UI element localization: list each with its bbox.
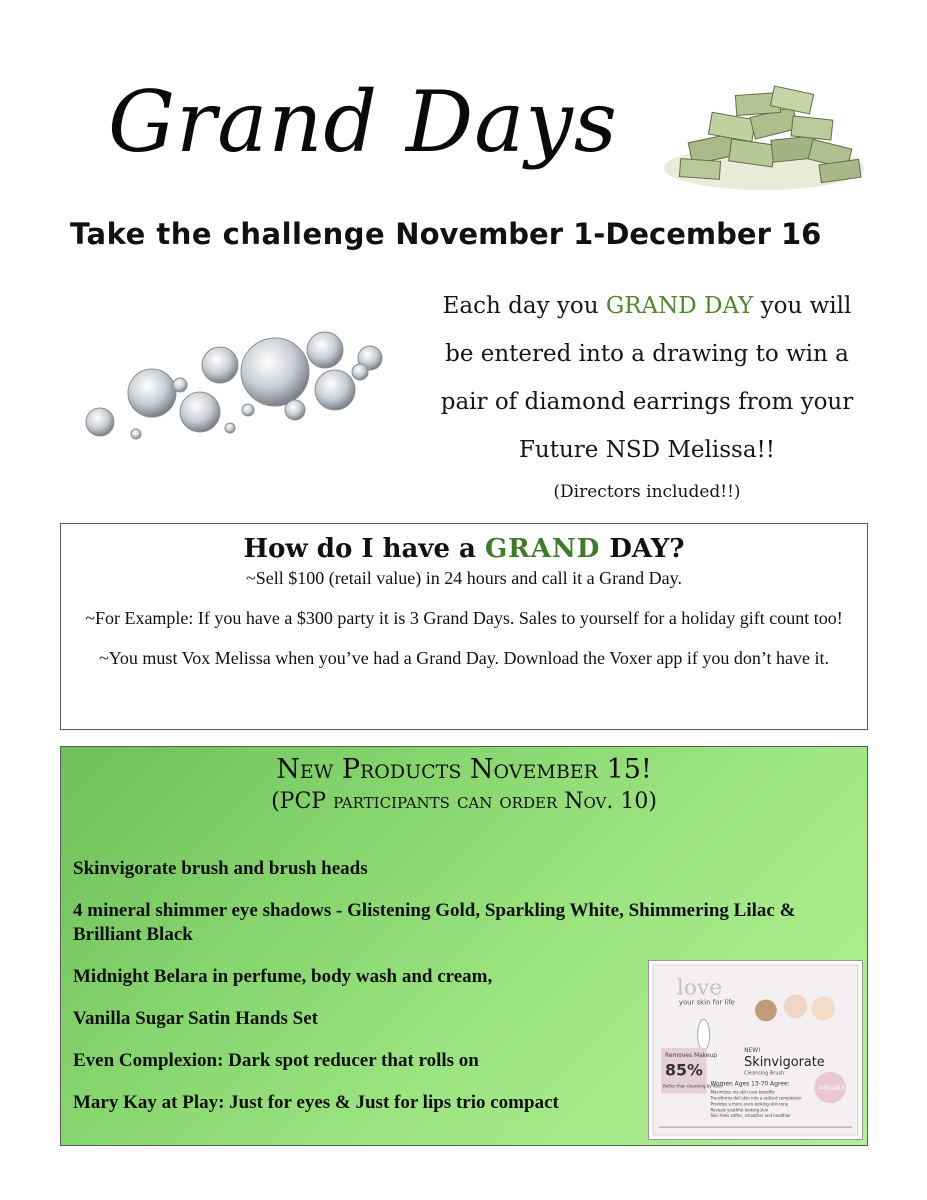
promo-product-sub: Cleansing Brush xyxy=(744,1070,785,1077)
grand-day-highlight: GRAND DAY xyxy=(605,293,754,319)
challenge-prefix: Take the challenge xyxy=(70,217,386,251)
promo-benefit: Skin feels softer, smoother and healthier xyxy=(710,1113,791,1119)
promo-benefit: Reveals youthful-looking skin xyxy=(710,1107,769,1113)
drawing-line-3: pair of diamond earrings from your xyxy=(440,389,854,415)
promo-available: AVAILABLE xyxy=(818,1085,845,1092)
how-heading xyxy=(61,532,867,566)
model-face-1 xyxy=(755,1000,777,1022)
drawing-line-1-pre: Each day you xyxy=(442,293,599,319)
new-products-subheading: (PCP participants can order Nov. 10) xyxy=(271,789,657,814)
challenge-heading xyxy=(70,214,870,254)
how-heading-pre: How do I have a xyxy=(243,534,476,564)
drawing-line-1 xyxy=(432,282,862,330)
drawing-line-4: Future NSD Melissa!! xyxy=(518,437,776,463)
list-item: Vanilla Sugar Satin Hands Set xyxy=(73,1008,318,1029)
promo-percent: 85% xyxy=(665,1060,703,1080)
diamonds-image xyxy=(70,300,410,460)
money-stack-image xyxy=(660,78,868,194)
rule-1: ~Sell $100 (retail value) in 24 hours and call it a Grand Day. xyxy=(246,568,682,588)
promo-better: Better than cleansing by hand xyxy=(663,1083,723,1089)
list-item: Even Complexion: Dark spot reducer that rolls on xyxy=(73,1050,479,1071)
directors-note: (Directors included!!) xyxy=(553,482,741,502)
skinvigorate-promo-image xyxy=(648,960,863,1140)
list-item: Mary Kay at Play: Just for eyes & Just for lips trio compact xyxy=(73,1092,559,1113)
list-item: Skinvigorate brush and brush heads xyxy=(73,858,368,879)
diamond-gems xyxy=(86,332,382,439)
list-item: Midnight Belara in perfume, body wash and cream, xyxy=(73,966,493,987)
promo-benefit: Transforms dull skin into a radiant complexion xyxy=(710,1095,802,1101)
promo-benefit: Maximizes my skin care benefits xyxy=(710,1089,775,1095)
new-products-heading: New Products November 15! xyxy=(276,754,652,785)
rule-2: ~For Example: If you have a $300 party it is 3 Grand Days. Sales to yourself for a holiday gift count too! xyxy=(85,608,843,628)
how-to-grand-day-box xyxy=(60,523,868,730)
promo-tagline: your skin for life xyxy=(678,998,735,1007)
promo-new: NEW! xyxy=(744,1046,761,1054)
promo-love: love xyxy=(676,975,723,1001)
drawing-line-2: be entered into a drawing to win a xyxy=(445,341,849,367)
challenge-dates: November 1-December 16 xyxy=(395,217,822,251)
page-title: Grand Days xyxy=(108,73,618,171)
how-heading-grand: GRAND xyxy=(484,534,601,564)
list-item: 4 mineral shimmer eye shadows - Glistening Gold, Sparkling White, Shimmering Lilac & Brilliant Black xyxy=(73,900,796,945)
drawing-line-1-post: you will xyxy=(760,293,852,319)
rule-3: ~You must Vox Melissa when you’ve had a Grand Day. Download the Voxer app if you don’t have it. xyxy=(99,648,829,668)
promo-agree: Women Ages 13-70 Agree: xyxy=(710,1080,790,1088)
how-heading-post: DAY? xyxy=(609,534,685,564)
model-face-3 xyxy=(811,997,835,1021)
promo-benefit: Provides a more even-looking skin tone xyxy=(710,1101,789,1107)
drawing-announcement xyxy=(432,282,862,510)
model-face-2 xyxy=(784,995,808,1019)
cash-bundles xyxy=(664,86,864,190)
promo-product: Skinvigorate xyxy=(744,1054,825,1070)
brush-device-icon xyxy=(698,1019,710,1051)
promo-removes: Removes Makeup xyxy=(665,1051,718,1059)
